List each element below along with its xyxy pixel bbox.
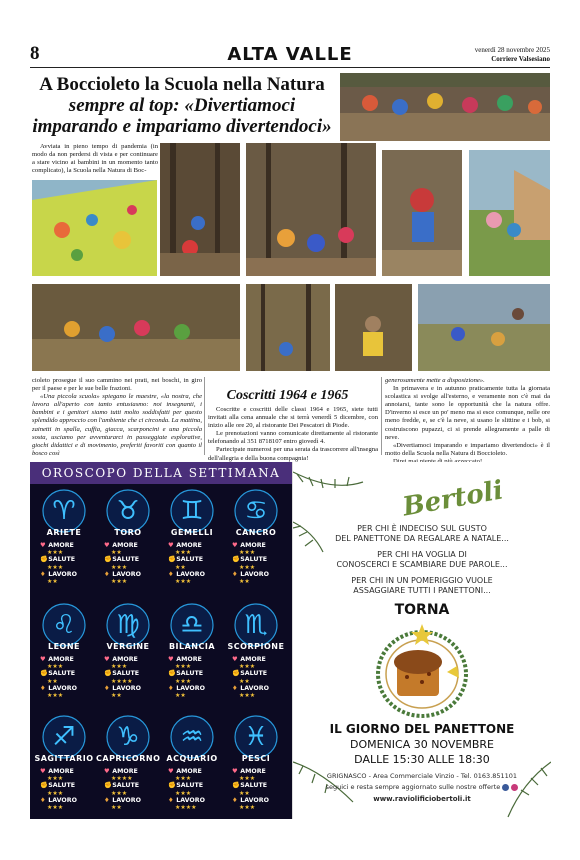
moneybag-icon: ♦: [232, 684, 238, 692]
sign-toro: [96, 484, 160, 596]
bertoli-advertisement: [292, 462, 551, 819]
coscritti-paragraph-2: Le prenotazioni vanno comunicate direttamente al ristorante telefonando al 351 8718107 entro giovedì 4.: [208, 430, 378, 446]
capricorno-amore-row: [104, 768, 158, 775]
toro-amore-row: [104, 542, 158, 549]
muscle-icon: ✊: [168, 556, 176, 564]
salute-label: SALUTE: [240, 670, 268, 678]
acquario-salute-row: [168, 782, 222, 789]
pesci-glyph: ♓: [244, 722, 268, 752]
acquario-ratings: [168, 768, 222, 811]
vergine-salute-row: [104, 670, 158, 677]
sagittario-salute-stars: ★★★: [47, 789, 64, 797]
sagittario-glyph: ♐: [52, 722, 76, 752]
cancro-ratings: [232, 542, 286, 585]
lavoro-label: LAVORO: [48, 796, 77, 804]
photo-children-forest-top: [340, 73, 550, 141]
muscle-icon: ✊: [40, 670, 48, 678]
lavoro-label: LAVORO: [240, 796, 269, 804]
ariete-salute-stars: ★★★: [47, 563, 64, 571]
capricorno-name: CAPRICORNO: [96, 754, 161, 763]
cancro-lavoro-stars: ★★: [239, 578, 250, 586]
lavoro-label: LAVORO: [112, 684, 141, 692]
ad-line-1: PER CHI È INDECISO SUL GUSTO: [357, 524, 487, 533]
header-rule: [30, 67, 550, 68]
acquario-salute-stars: ★★★: [175, 789, 192, 797]
bilancia-ratings: [168, 656, 222, 699]
toro-lavoro-stars: ★★★: [111, 578, 128, 586]
column-divider-2: [381, 377, 382, 455]
bilancia-salute-stars: ★★★: [175, 677, 192, 685]
leone-lavoro-stars: ★★★: [47, 692, 64, 700]
leone-ratings: [40, 656, 94, 699]
pesci-salute-row: [232, 782, 286, 789]
scorpione-salute-row: [232, 670, 286, 677]
photo-forest-path: [160, 143, 240, 276]
amore-label: AMORE: [240, 768, 266, 775]
photo-children-forest-group: [246, 143, 376, 276]
sign-ariete: [32, 484, 96, 596]
photo-child-yellow-jacket: [335, 284, 412, 371]
heart-icon: ♥: [168, 768, 174, 775]
cancro-salute-stars: ★★★: [239, 563, 256, 571]
column-1-paragraph-1: cioleto prosegue il suo cammino nei prati, nei boschi, in giro per il paese e per le sue belle frazioni.: [32, 377, 202, 393]
scorpione-name: SCORPIONE: [227, 642, 285, 651]
vergine-glyph: ♍: [116, 610, 140, 640]
muscle-icon: ✊: [168, 782, 176, 790]
lavoro-label: LAVORO: [112, 570, 141, 578]
publication-name: Corriere Valsesiano: [491, 55, 550, 63]
intro-text: Avviata in pieno tempo di pandemia (in modo da non perdersi di vista e per continuare a stare vicino ai bambini in un momento tanto complicato), la Scuola nella Natura di Boc-: [32, 143, 158, 175]
photo-painted-canvas: [32, 180, 157, 276]
amore-label: AMORE: [176, 656, 202, 663]
toro-lavoro-row: [104, 571, 158, 578]
ad-website[interactable]: www.ravioliﬁciobertoli.it: [373, 795, 471, 803]
headline-line-1: A Boccioleto la Scuola nella Natura: [39, 74, 325, 95]
amore-label: AMORE: [112, 542, 138, 549]
capricorno-salute-row: [104, 782, 158, 789]
muscle-icon: ✊: [232, 670, 240, 678]
coscritti-title: Coscritti 1964 e 1965: [226, 388, 349, 403]
heart-icon: ♥: [168, 542, 174, 549]
heart-icon: ♥: [104, 656, 110, 663]
amore-label: AMORE: [240, 542, 266, 549]
photo-children-playhouse: [469, 150, 550, 276]
lavoro-label: LAVORO: [240, 570, 269, 578]
gemelli-lavoro-stars: ★★★: [175, 578, 192, 586]
bilancia-name: BILANCIA: [168, 642, 216, 651]
headline-line-2: sempre al top: «Divertiamoci: [68, 95, 296, 116]
salute-label: SALUTE: [176, 782, 204, 790]
moneybag-icon: ♦: [232, 570, 238, 578]
sign-capricorno: [96, 710, 160, 819]
moneybag-icon: ♦: [168, 684, 174, 692]
heart-icon: ♥: [40, 542, 46, 549]
scorpione-amore-stars: ★★★: [239, 663, 256, 671]
lavoro-label: LAVORO: [240, 684, 269, 692]
vergine-amore-stars: ★★★: [111, 663, 128, 671]
salute-label: SALUTE: [48, 670, 76, 678]
acquario-glyph: ♒: [180, 722, 204, 752]
heart-icon: ♥: [232, 768, 238, 775]
ariete-glyph: ♈: [52, 496, 76, 526]
muscle-icon: ✊: [40, 556, 48, 564]
moneybag-icon: ♦: [168, 570, 174, 578]
toro-salute-row: [104, 556, 158, 563]
ad-event-time: DALLE 15:30 ALLE 18:30: [354, 753, 490, 766]
ariete-amore-stars: ★★★: [47, 549, 64, 557]
sagittario-amore-row: [40, 768, 94, 775]
bilancia-lavoro-row: [168, 685, 222, 692]
ariete-lavoro-stars: ★★: [47, 578, 58, 586]
gemelli-salute-stars: ★★: [175, 563, 186, 571]
amore-label: AMORE: [112, 656, 138, 663]
toro-glyph: ♉: [116, 496, 140, 526]
salute-label: SALUTE: [240, 782, 268, 790]
ad-line-3: PER CHI HA VOGLIA DI: [377, 550, 467, 559]
sign-sagittario: [32, 710, 96, 819]
capricorno-lavoro-row: [104, 797, 158, 804]
leone-salute-stars: ★★: [47, 677, 58, 685]
lavoro-label: LAVORO: [112, 796, 141, 804]
column-3-paragraph-3: «Divertiamoci imparando e impariamo divertendoci» è il motto della Scuola nella Natura di Boccioleto.: [385, 441, 550, 457]
photo-kids-hike: [32, 284, 240, 371]
pesci-name: PESCI: [241, 754, 271, 763]
pesci-amore-stars: ★★★: [239, 775, 256, 783]
amore-label: AMORE: [240, 656, 266, 663]
ad-social-label: seguici e resta sempre aggiornato sulle nostre offerte: [325, 783, 501, 791]
ariete-ratings: [40, 542, 94, 585]
acquario-amore-row: [168, 768, 222, 775]
bertoli-logo: Bertoli: [400, 475, 506, 523]
sagittario-ratings: [40, 768, 94, 811]
muscle-icon: ✊: [232, 556, 240, 564]
article-intro: [32, 143, 158, 175]
salute-label: SALUTE: [240, 556, 268, 564]
salute-label: SALUTE: [112, 782, 140, 790]
heart-icon: ♥: [40, 768, 46, 775]
capricorno-ratings: [104, 768, 158, 811]
sagittario-lavoro-row: [40, 797, 94, 804]
amore-label: AMORE: [176, 542, 202, 549]
sign-gemelli: [160, 484, 224, 596]
moneybag-icon: ♦: [104, 796, 110, 804]
photo-child-backpack: [382, 150, 462, 276]
sign-scorpione: [224, 598, 288, 710]
publication-info: [445, 46, 550, 64]
moneybag-icon: ♦: [40, 684, 46, 692]
issue-date: venerdì 28 novembre 2025: [474, 46, 550, 54]
headline-line-3: imparando e impariamo divertendoci»: [32, 116, 332, 137]
toro-salute-stars: ★★★: [111, 563, 128, 571]
vergine-lavoro-row: [104, 685, 158, 692]
acquario-name: ACQUARIO: [166, 754, 218, 763]
lavoro-label: LAVORO: [48, 570, 77, 578]
ad-line-6: ASSAGGIARE TUTTI I PANETTONI...: [353, 586, 491, 595]
vergine-lavoro-stars: ★★: [111, 692, 122, 700]
bilancia-amore-row: [168, 656, 222, 663]
ad-social-text: [293, 783, 551, 791]
leone-amore-row: [40, 656, 94, 663]
ad-address: GRIGNASCO - Area Commerciale Vinzio - Tel. 0163.851101: [326, 772, 518, 780]
sign-cancro: [224, 484, 288, 596]
moneybag-icon: ♦: [104, 684, 110, 692]
sagittario-salute-row: [40, 782, 94, 789]
heart-icon: ♥: [168, 656, 174, 663]
scorpione-amore-row: [232, 656, 286, 663]
sagittario-name: SAGITTARIO: [34, 754, 94, 763]
sagittario-lavoro-stars: ★★★: [47, 804, 64, 812]
cancro-name: CANCRO: [235, 528, 277, 537]
moneybag-icon: ♦: [232, 796, 238, 804]
pesci-amore-row: [232, 768, 286, 775]
gemelli-amore-row: [168, 542, 222, 549]
leone-glyph: ♌: [52, 610, 76, 640]
scorpione-ratings: [232, 656, 286, 699]
article-column-3: [385, 377, 550, 466]
lavoro-label: LAVORO: [48, 684, 77, 692]
ad-line-5: PER CHI IN UN POMERIGGIO VUOLE: [351, 576, 493, 585]
gemelli-ratings: [168, 542, 222, 585]
vergine-amore-row: [104, 656, 158, 663]
pesci-ratings: [232, 768, 286, 811]
salute-label: SALUTE: [112, 556, 140, 564]
acquario-lavoro-stars: ★★★★: [175, 804, 197, 812]
leone-lavoro-row: [40, 685, 94, 692]
ad-event-date: DOMENICA 30 NOVEMBRE: [349, 738, 495, 751]
ariete-name: ARIETE: [46, 528, 82, 537]
cancro-amore-row: [232, 542, 286, 549]
capricorno-salute-stars: ★★★: [111, 789, 128, 797]
sign-vergine: [96, 598, 160, 710]
vergine-salute-stars: ★★★★: [111, 677, 133, 685]
moneybag-icon: ♦: [104, 570, 110, 578]
coscritti-paragraph-1: Coscritte e coscritti delle classi 1964 e 1965, siete tutti invitati alla cena annuale che si terrà venerdì 5 dicembre, con inizio alle ore 20, al ristorante Dei Pescatori di Piode.: [208, 406, 378, 430]
leone-amore-stars: ★★★: [47, 663, 64, 671]
vergine-ratings: [104, 656, 158, 699]
coscritti-paragraph-3: Partecipate numerosi per una serata da trascorrere all'insegna dell'allegria e della buona compagnia!: [208, 446, 378, 462]
sign-leone: [32, 598, 96, 710]
capricorno-lavoro-stars: ★★: [111, 804, 122, 812]
ad-line-2: DEL PANETTONE DA REGALARE A NATALE...: [335, 534, 509, 543]
moneybag-icon: ♦: [168, 796, 174, 804]
ad-line-4: CONOSCERCI E SCAMBIARE DUE PAROLE...: [336, 560, 508, 569]
horoscope-title: OROSCOPO DELLA SETTIMANA: [30, 462, 292, 484]
salute-label: SALUTE: [112, 670, 140, 678]
heart-icon: ♥: [40, 656, 46, 663]
muscle-icon: ✊: [232, 782, 240, 790]
photo-children-meadow: [418, 284, 550, 371]
amore-label: AMORE: [48, 768, 74, 775]
gemelli-glyph: ♊: [180, 496, 204, 526]
ariete-salute-row: [40, 556, 94, 563]
pesci-salute-stars: ★★: [239, 789, 250, 797]
photo-forest-clearing: [246, 284, 330, 371]
scorpione-salute-stars: ★★: [239, 677, 250, 685]
column-3-paragraph-1: generosamente mette a disposizione».: [385, 377, 485, 384]
amore-label: AMORE: [112, 768, 138, 775]
muscle-icon: ✊: [104, 670, 112, 678]
panettone-wreath-image: [367, 622, 477, 722]
toro-ratings: [104, 542, 158, 585]
vergine-name: VERGINE: [106, 642, 150, 651]
leone-name: LEONE: [47, 642, 81, 651]
amore-label: AMORE: [176, 768, 202, 775]
acquario-lavoro-row: [168, 797, 222, 804]
facebook-icon[interactable]: [502, 784, 509, 791]
salute-label: SALUTE: [48, 556, 76, 564]
scorpione-lavoro-row: [232, 685, 286, 692]
lavoro-label: LAVORO: [176, 570, 205, 578]
bilancia-lavoro-stars: ★★: [175, 692, 186, 700]
article-column-1: [32, 377, 202, 458]
ad-torna: TORNA: [394, 602, 450, 618]
moneybag-icon: ♦: [40, 570, 46, 578]
amore-label: AMORE: [48, 656, 74, 663]
coscritti-body: [208, 406, 378, 463]
sign-pesci: [224, 710, 288, 819]
section-title: ALTA VALLE: [227, 44, 353, 65]
column-1-paragraph-2: «Una piccola scuola» spiegano le maestre, «la nostra, che lavora all'aperto con tanto entusiasmo: noi insegnanti, i bambini e i genitori siamo tutti molto soddisfatti per questo splendido approccio con l'ambiente che ci circonda. La mattina, zainetti in spalla, cuffia, giacca, scarponcini e una piccola sosta, usciamo per avventurarci in passeggiate esplorative, giochi didattici e di movimento, preferiti favoriti con quanto il bosco così: [32, 393, 202, 457]
salute-label: SALUTE: [176, 556, 204, 564]
sign-bilancia: [160, 598, 224, 710]
acquario-amore-stars: ★★★: [175, 775, 192, 783]
lavoro-label: LAVORO: [176, 684, 205, 692]
bilancia-amore-stars: ★★★: [175, 663, 192, 671]
toro-amore-stars: ★★: [111, 549, 122, 557]
cancro-lavoro-row: [232, 571, 286, 578]
salute-label: SALUTE: [48, 782, 76, 790]
lavoro-label: LAVORO: [176, 796, 205, 804]
muscle-icon: ✊: [104, 782, 112, 790]
toro-name: TORO: [114, 528, 142, 537]
heart-icon: ♥: [232, 542, 238, 549]
leone-salute-row: [40, 670, 94, 677]
scorpione-lavoro-stars: ★★★: [239, 692, 256, 700]
gemelli-amore-stars: ★★★: [175, 549, 192, 557]
column-3-paragraph-2: In primavera e in autunno praticamente tutta la giornata scolastica si svolge all'esterno, e veramente non c'è mai da annoiarsi, tante sono le opportunità che la natura offre. D'inverno si esce un po' meno ma si esce comunque, nelle ore meno fredde, e, se c'è la neve, si usano le slittine e i bob, si costruiscono pupazzi, ci si prende allegramente a palle di neve.: [385, 385, 550, 441]
capricorno-glyph: ♑: [116, 722, 140, 752]
muscle-icon: ✊: [40, 782, 48, 790]
article-headline: [32, 74, 332, 137]
gemelli-salute-row: [168, 556, 222, 563]
cancro-salute-row: [232, 556, 286, 563]
ad-event-title: IL GIORNO DEL PANETTONE: [329, 722, 515, 736]
muscle-icon: ✊: [104, 556, 112, 564]
moneybag-icon: ♦: [40, 796, 46, 804]
bilancia-glyph: ♎: [180, 610, 204, 640]
heart-icon: ♥: [232, 656, 238, 663]
salute-label: SALUTE: [176, 670, 204, 678]
instagram-icon[interactable]: [511, 784, 518, 791]
gemelli-lavoro-row: [168, 571, 222, 578]
pesci-lavoro-stars: ★★★: [239, 804, 256, 812]
horoscope-panel: [30, 462, 292, 819]
ariete-amore-row: [40, 542, 94, 549]
heart-icon: ♥: [104, 542, 110, 549]
amore-label: AMORE: [48, 542, 74, 549]
sign-acquario: [160, 710, 224, 819]
muscle-icon: ✊: [168, 670, 176, 678]
sagittario-amore-stars: ★★★: [47, 775, 64, 783]
cancro-amore-stars: ★★★: [239, 549, 256, 557]
bilancia-salute-row: [168, 670, 222, 677]
capricorno-amore-stars: ★★★★: [111, 775, 133, 783]
ariete-lavoro-row: [40, 571, 94, 578]
scorpione-glyph: ♏: [244, 610, 268, 640]
cancro-glyph: ♋: [244, 496, 268, 526]
gemelli-name: GEMELLI: [170, 528, 214, 537]
heart-icon: ♥: [104, 768, 110, 775]
pesci-lavoro-row: [232, 797, 286, 804]
page-number: 8: [30, 43, 40, 64]
